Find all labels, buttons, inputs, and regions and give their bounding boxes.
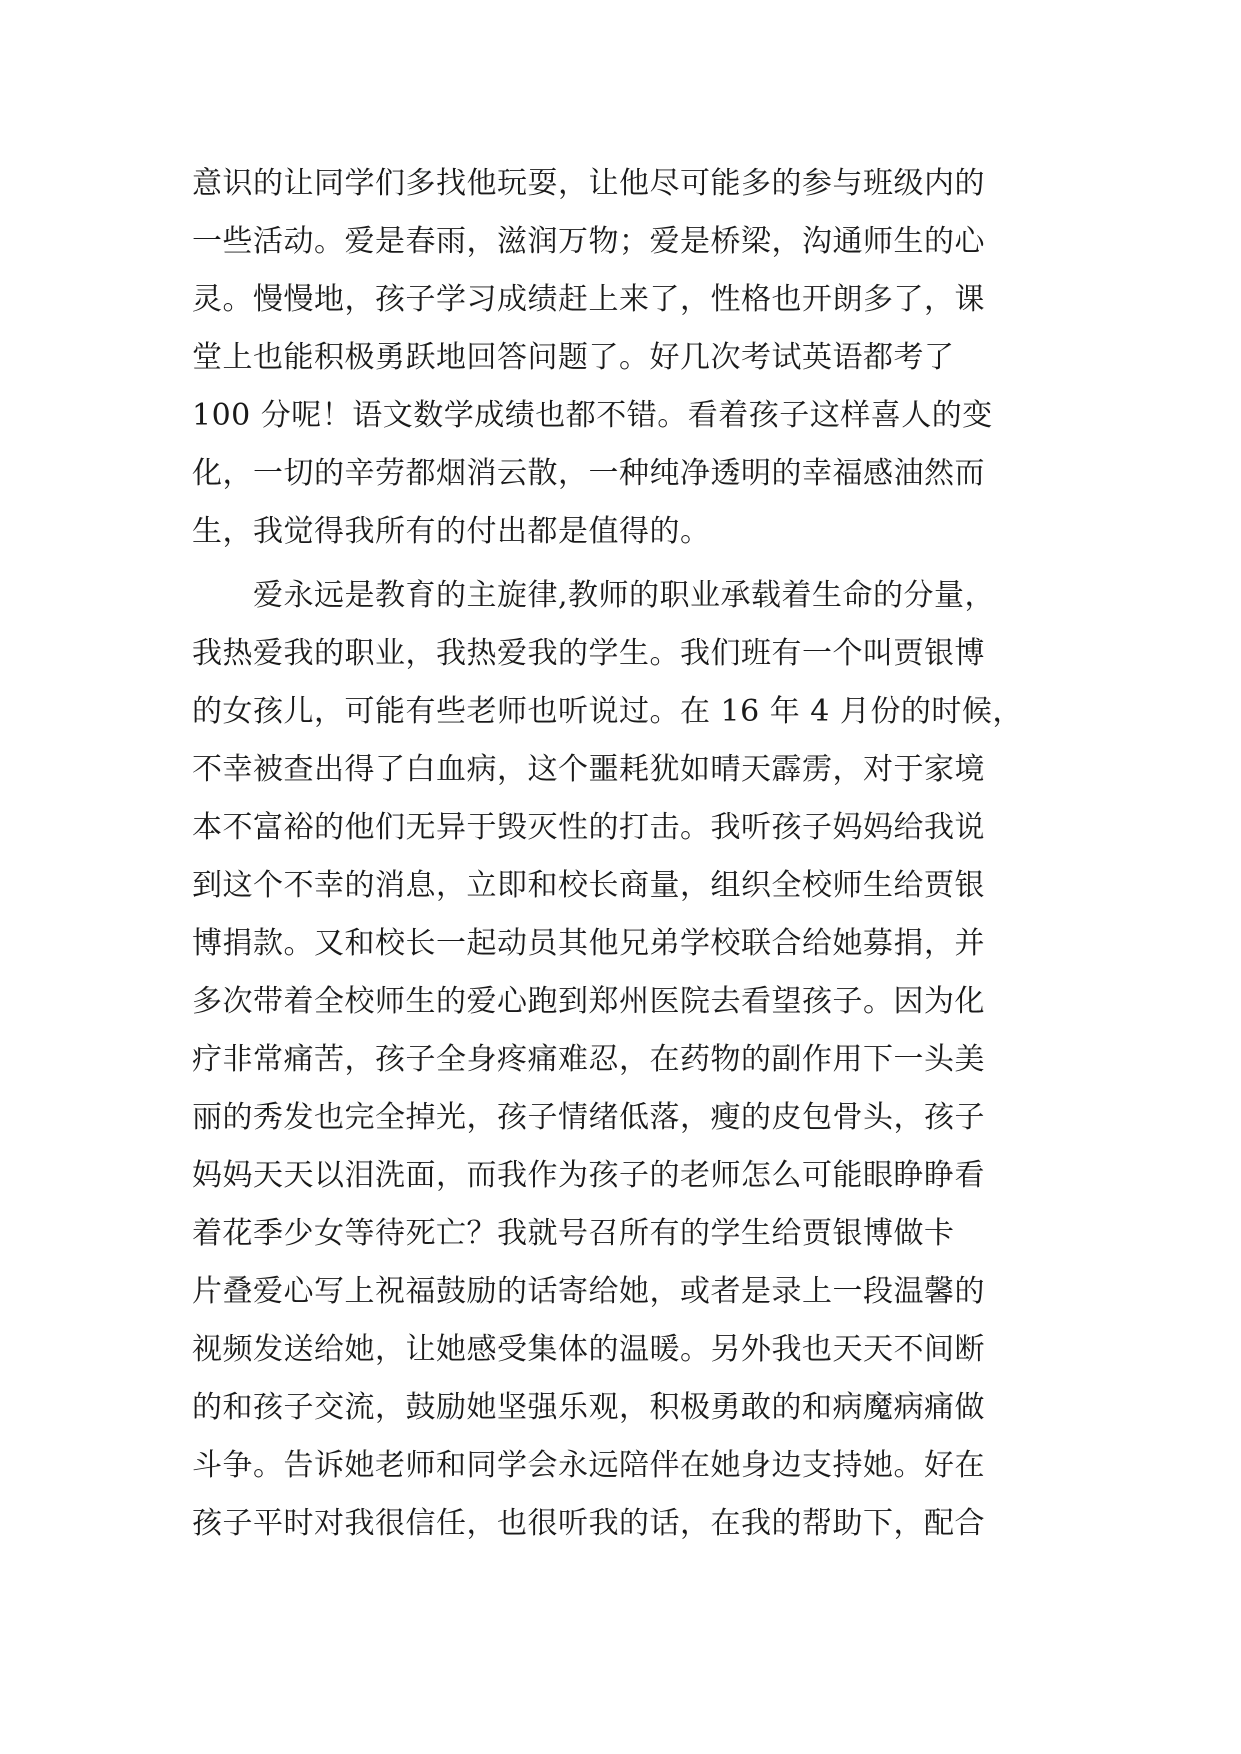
text-line: 化，一切的辛劳都烟消云散，一种纯净透明的幸福感油然而 <box>192 456 985 491</box>
text-line: 片叠爱心写上祝福鼓励的话寄给她，或者是录上一段温馨的 <box>192 1274 985 1309</box>
text-line: 我热爱我的职业，我热爱我的学生。我们班有一个叫贾银博 <box>192 636 985 671</box>
text-line: 一些活动。爱是春雨，滋润万物；爱是桥梁，沟通师生的心 <box>192 224 985 259</box>
text-line: 丽的秀发也完全掉光，孩子情绪低落，瘦的皮包骨头，孩子 <box>192 1100 985 1135</box>
text-line: 不幸被查出得了白血病，这个噩耗犹如晴天霹雳，对于家境 <box>192 752 985 787</box>
text-line: 生，我觉得我所有的付出都是值得的。 <box>192 514 711 549</box>
text-line: 疗非常痛苦，孩子全身疼痛难忍，在药物的副作用下一头美 <box>192 1042 985 1077</box>
text-line: 堂上也能积极勇跃地回答问题了。好几次考试英语都考了 <box>192 340 955 375</box>
text-line: 到这个不幸的消息，立即和校长商量，组织全校师生给贾银 <box>192 868 985 903</box>
text-line: 视频发送给她，让她感受集体的温暖。另外我也天天不间断 <box>192 1332 985 1367</box>
text-line: 灵。慢慢地，孩子学习成绩赶上来了，性格也开朗多了，课 <box>192 282 985 317</box>
text-line: 多次带着全校师生的爱心跑到郑州医院去看望孩子。因为化 <box>192 984 985 1019</box>
text-line: 妈妈天天以泪洗面，而我作为孩子的老师怎么可能眼睁睁看 <box>192 1158 985 1193</box>
text-line: 博捐款。又和校长一起动员其他兄弟学校联合给她募捐，并 <box>192 926 985 961</box>
paragraph-1 <box>192 155 1052 561</box>
text-line: 爱永远是教育的主旋律,教师的职业承载着生命的分量， <box>192 578 996 613</box>
text-line: 孩子平时对我很信任，也很听我的话，在我的帮助下，配合 <box>192 1506 985 1541</box>
text-line: 的和孩子交流，鼓励她坚强乐观，积极勇敢的和病魔病痛做 <box>192 1390 985 1425</box>
paragraph-2 <box>192 567 1052 1553</box>
text-line: 着花季少女等待死亡？我就号召所有的学生给贾银博做卡 <box>192 1216 955 1251</box>
text-line: 的女孩儿，可能有些老师也听说过。在 16 年 4 月份的时候， <box>192 694 1023 729</box>
text-line: 意识的让同学们多找他玩耍，让他尽可能多的参与班级内的 <box>192 166 985 201</box>
text-line: 100 分呢！语文数学成绩也都不错。看着孩子这样喜人的变 <box>192 398 993 433</box>
text-line: 本不富裕的他们无异于毁灭性的打击。我听孩子妈妈给我说 <box>192 810 985 845</box>
text-line: 斗争。告诉她老师和同学会永远陪伴在她身边支持她。好在 <box>192 1448 985 1483</box>
